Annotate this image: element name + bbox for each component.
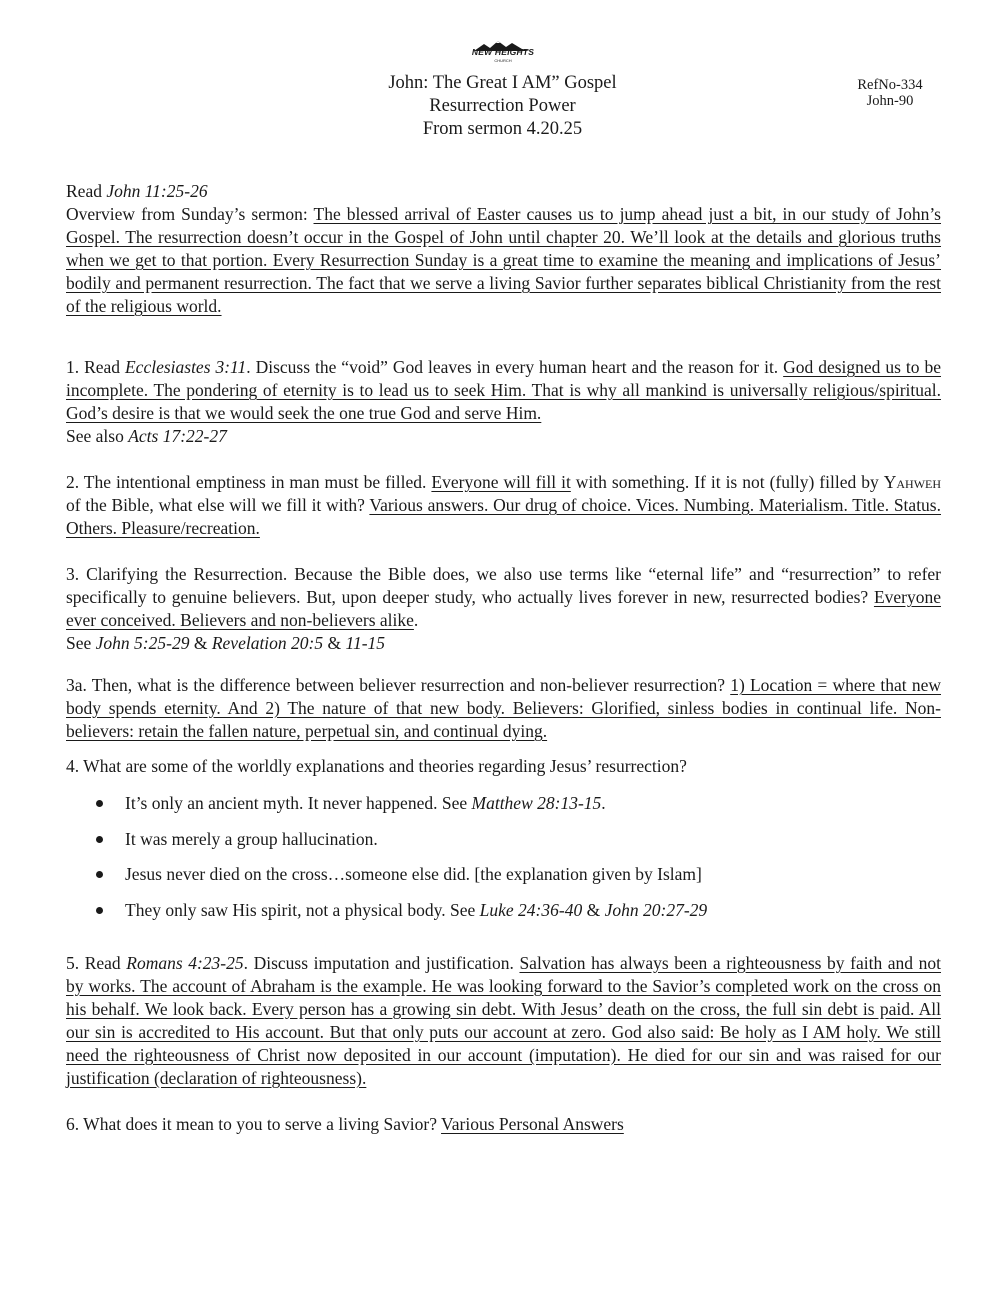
ampersand: & bbox=[189, 633, 212, 653]
scripture-ref: John 20:27-29 bbox=[604, 899, 708, 920]
scripture-ref: Acts 17:22-27 bbox=[128, 426, 227, 446]
document-subtitle: Resurrection Power bbox=[429, 96, 576, 116]
question-3a bbox=[66, 674, 941, 743]
ampersand: & bbox=[582, 899, 605, 920]
question-text: 2. The intentional emptiness in man must be filled. bbox=[66, 472, 432, 492]
scripture-ref: John 11:25-26 bbox=[106, 181, 208, 201]
scripture-ref: John 5:25-29 bbox=[95, 633, 190, 653]
see-also-label: See also bbox=[66, 426, 129, 446]
answer-text: Everyone ever conceived. Believers and non-believers alike bbox=[66, 587, 941, 630]
study-content bbox=[66, 180, 941, 1136]
intro-section bbox=[66, 180, 941, 318]
overview-label: Overview from Sunday’s sermon: bbox=[66, 204, 314, 224]
list-item bbox=[66, 792, 941, 815]
question-text: 3. Clarifying the Resurrection. Because the Bible does, we also use terms like “eternal life” and “resurrection” to refer specifically to genuine believers. But, upon deeper study, who actually lives forever in new, resurrected bodies? bbox=[66, 564, 941, 607]
answer-text: Salvation has always been a righteousness by faith and not by works. The account of Abraham is the example. He was looking forward to the Savior’s completed work on the cross on his behalf. We look back. Every person has a growing sin debt. With Jesus’ death on the cross, the full sin debt is paid. All our sin is accredited to His account. But that only puts our account at zero. God also said: Be holy as I AM holy. We still need the righteousness of Christ now deposited in our account (imputation). He died for our sin and was raised for our justification (declaration of righteousness). bbox=[66, 952, 941, 1088]
list-item-text: They only saw His spirit, not a physical body. See bbox=[125, 899, 480, 920]
question-4 bbox=[66, 755, 941, 778]
answer-text: Everyone will fill it bbox=[431, 472, 571, 492]
logo-text: NEW HEIGHTS bbox=[471, 47, 535, 57]
answer-text: Various answers. Our drug of choice. Vices. Numbing. Materialism. Title. Status. Others. Pleasure/recreation. bbox=[66, 495, 941, 538]
answer-text: Various Personal Answers bbox=[441, 1113, 624, 1134]
bullet-icon bbox=[96, 907, 103, 914]
question-text: 6. What does it mean to you to serve a living Savior? bbox=[66, 1113, 442, 1134]
question-text: with something. If it is not (fully) filled by bbox=[570, 472, 884, 492]
question-1 bbox=[66, 356, 941, 448]
ref-number: RefNo-334 bbox=[857, 77, 923, 93]
punctuation: . bbox=[601, 793, 606, 813]
sermon-source: From sermon 4.20.25 bbox=[422, 119, 583, 139]
scripture-ref: 11-15 bbox=[345, 633, 386, 653]
list-item bbox=[66, 863, 941, 886]
scripture-ref: Revelation 20:5 bbox=[211, 633, 324, 653]
question-text: 3a. Then, what is the difference between believer resurrection and non-believer resurrection? bbox=[66, 675, 731, 695]
list-item bbox=[66, 828, 941, 851]
punctuation: . bbox=[413, 610, 419, 630]
question-text: of the Bible, what else will we fill it with? bbox=[66, 495, 370, 515]
list-item bbox=[66, 899, 941, 922]
church-logo bbox=[468, 40, 538, 66]
question-5 bbox=[66, 952, 941, 1090]
bullet-icon bbox=[96, 836, 103, 843]
bullet-icon bbox=[96, 871, 103, 878]
scripture-ref: Luke 24:36-40 bbox=[479, 899, 583, 920]
read-label: Read bbox=[66, 181, 107, 201]
question-2 bbox=[66, 471, 941, 540]
question-3 bbox=[66, 563, 941, 655]
reference-block bbox=[845, 77, 935, 109]
scripture-ref: Ecclesiastes 3:11 bbox=[124, 357, 247, 377]
question-6 bbox=[66, 1113, 941, 1136]
list-item-text: It’s only an ancient myth. It never happened. See bbox=[125, 793, 472, 813]
scripture-ref: Romans 4:23-25 bbox=[126, 952, 244, 973]
ampersand: & bbox=[323, 633, 346, 653]
scripture-ref: Matthew 28:13-15 bbox=[471, 793, 602, 813]
overview-answer: The blessed arrival of Easter causes us to jump ahead just a bit, in our study of John’s Gospel. The resurrection doesn’t occur in the Gospel of John until chapter 20. We’ll look at the details and glorious truths when we get to that portion. Every Resurrection Sunday is a great time to examine the meaning and implications of Jesus’ bodily and permanent resurrection. The fact that we serve a living Savior further separates biblical Christianity from the rest of the religious world. bbox=[66, 204, 941, 316]
question-text: . Discuss imputation and justification. bbox=[243, 952, 520, 973]
answer-text: 1) Location = where that new body spends eternity. And 2) The nature of that new body. Believers: Glorified, sinless bodies in continual life. Non-believers: retain the fallen nature, perpetual sin, and continual dying. bbox=[66, 675, 941, 741]
question-text: 5. Read bbox=[66, 952, 127, 973]
logo-subtext: CHURCH bbox=[494, 58, 512, 63]
title-block bbox=[300, 72, 705, 141]
document-title: John: The Great I AM” Gospel bbox=[388, 73, 617, 93]
see-label: See bbox=[66, 633, 96, 653]
question-text: 1. Read bbox=[66, 357, 125, 377]
theory-list bbox=[66, 792, 941, 922]
list-item-text: Jesus never died on the cross…someone else did. [the explanation given by Islam] bbox=[125, 864, 702, 885]
question-text: . Discuss the “void” God leaves in every human heart and the reason for it. bbox=[246, 357, 784, 377]
bullet-icon bbox=[96, 800, 103, 807]
question-text: 4. What are some of the worldly explanations and theories regarding Jesus’ resurrection? bbox=[66, 756, 687, 776]
divine-name: Yahweh bbox=[883, 472, 942, 492]
ref-book: John-90 bbox=[866, 93, 914, 109]
answer-text: God designed us to be incomplete. The pondering of eternity is to lead us to seek Him. That is why all mankind is universally religious/spiritual. God’s desire is that we would seek the one true God and serve Him. bbox=[66, 357, 941, 423]
list-item-text: It was merely a group hallucination. bbox=[125, 828, 378, 849]
